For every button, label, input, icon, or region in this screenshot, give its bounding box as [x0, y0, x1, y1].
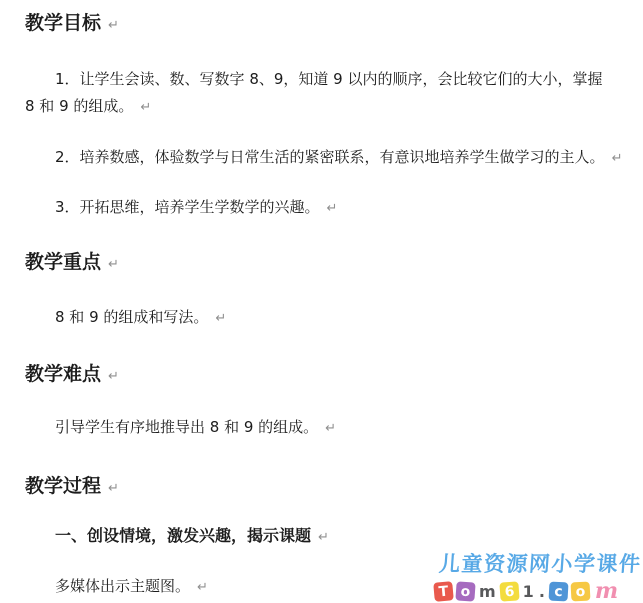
paragraph-line: [55, 307, 226, 329]
logo-letter: o: [570, 581, 590, 601]
paragraph-mark-icon: ↵: [140, 100, 152, 115]
heading-text: 教学目标: [25, 12, 102, 34]
paragraph-text: 8 和 9 的组成。: [25, 97, 134, 115]
watermark-site-name: 儿童资源网小学课件: [437, 552, 642, 576]
logo-letter: m: [479, 581, 496, 601]
paragraph-line: [25, 96, 151, 118]
heading-text: 教学重点: [25, 251, 102, 273]
tom61-logo: [434, 578, 618, 603]
process-step-title: [55, 526, 329, 548]
paragraph-mark-icon: ↵: [108, 369, 119, 384]
paragraph-mark-icon: ↵: [325, 421, 337, 436]
paragraph-mark-icon: ↵: [326, 201, 338, 216]
logo-letter: .: [538, 581, 545, 601]
paragraph-mark-icon: ↵: [215, 311, 227, 326]
logo-letter: o: [455, 581, 475, 601]
paragraph-text: 8 和 9 的组成和写法。: [55, 308, 209, 326]
logo-letter: 6: [499, 581, 519, 601]
paragraph-line: [55, 197, 337, 219]
paragraph-text: 一、创设情境，激发兴趣，揭示课题: [55, 526, 312, 545]
paragraph-line: [55, 69, 602, 89]
paragraph-mark-icon: ↵: [197, 580, 208, 595]
paragraph-mark-icon: ↵: [108, 18, 119, 33]
heading-text: 教学过程: [25, 475, 102, 497]
paragraph-text: 3．开拓思维，培养学生学数学的兴趣。: [55, 198, 320, 216]
paragraph-text: 2．培养数感，体验数学与日常生活的紧密联系，有意识地培养学生做学习的主人。: [55, 148, 605, 166]
paragraph-line: [55, 417, 336, 439]
paragraph-line: [55, 576, 208, 598]
paragraph-mark-icon: ↵: [611, 151, 623, 166]
paragraph-mark-icon: ↵: [108, 481, 119, 496]
paragraph-mark-icon: ↵: [318, 530, 329, 545]
section-heading-difficulties: [25, 362, 119, 389]
heading-text: 教学难点: [25, 363, 102, 385]
logo-letter: T: [433, 581, 454, 602]
paragraph-mark-icon: ↵: [108, 257, 119, 272]
section-heading-objectives: [25, 11, 119, 38]
section-heading-process: [25, 474, 119, 501]
section-heading-key-points: [25, 250, 119, 277]
paragraph-text: 多媒体出示主题图。: [55, 577, 191, 595]
paragraph-text: 1．让学生会读、数、写数字 8、9，知道 9 以内的顺序，会比较它们的大小，掌握: [55, 70, 603, 88]
logo-letter: m: [594, 578, 619, 603]
paragraph-text: 引导学生有序地推导出 8 和 9 的组成。: [55, 418, 319, 436]
logo-letter: 1: [522, 581, 534, 601]
logo-letter: c: [548, 581, 568, 601]
paragraph-line: [55, 147, 622, 169]
